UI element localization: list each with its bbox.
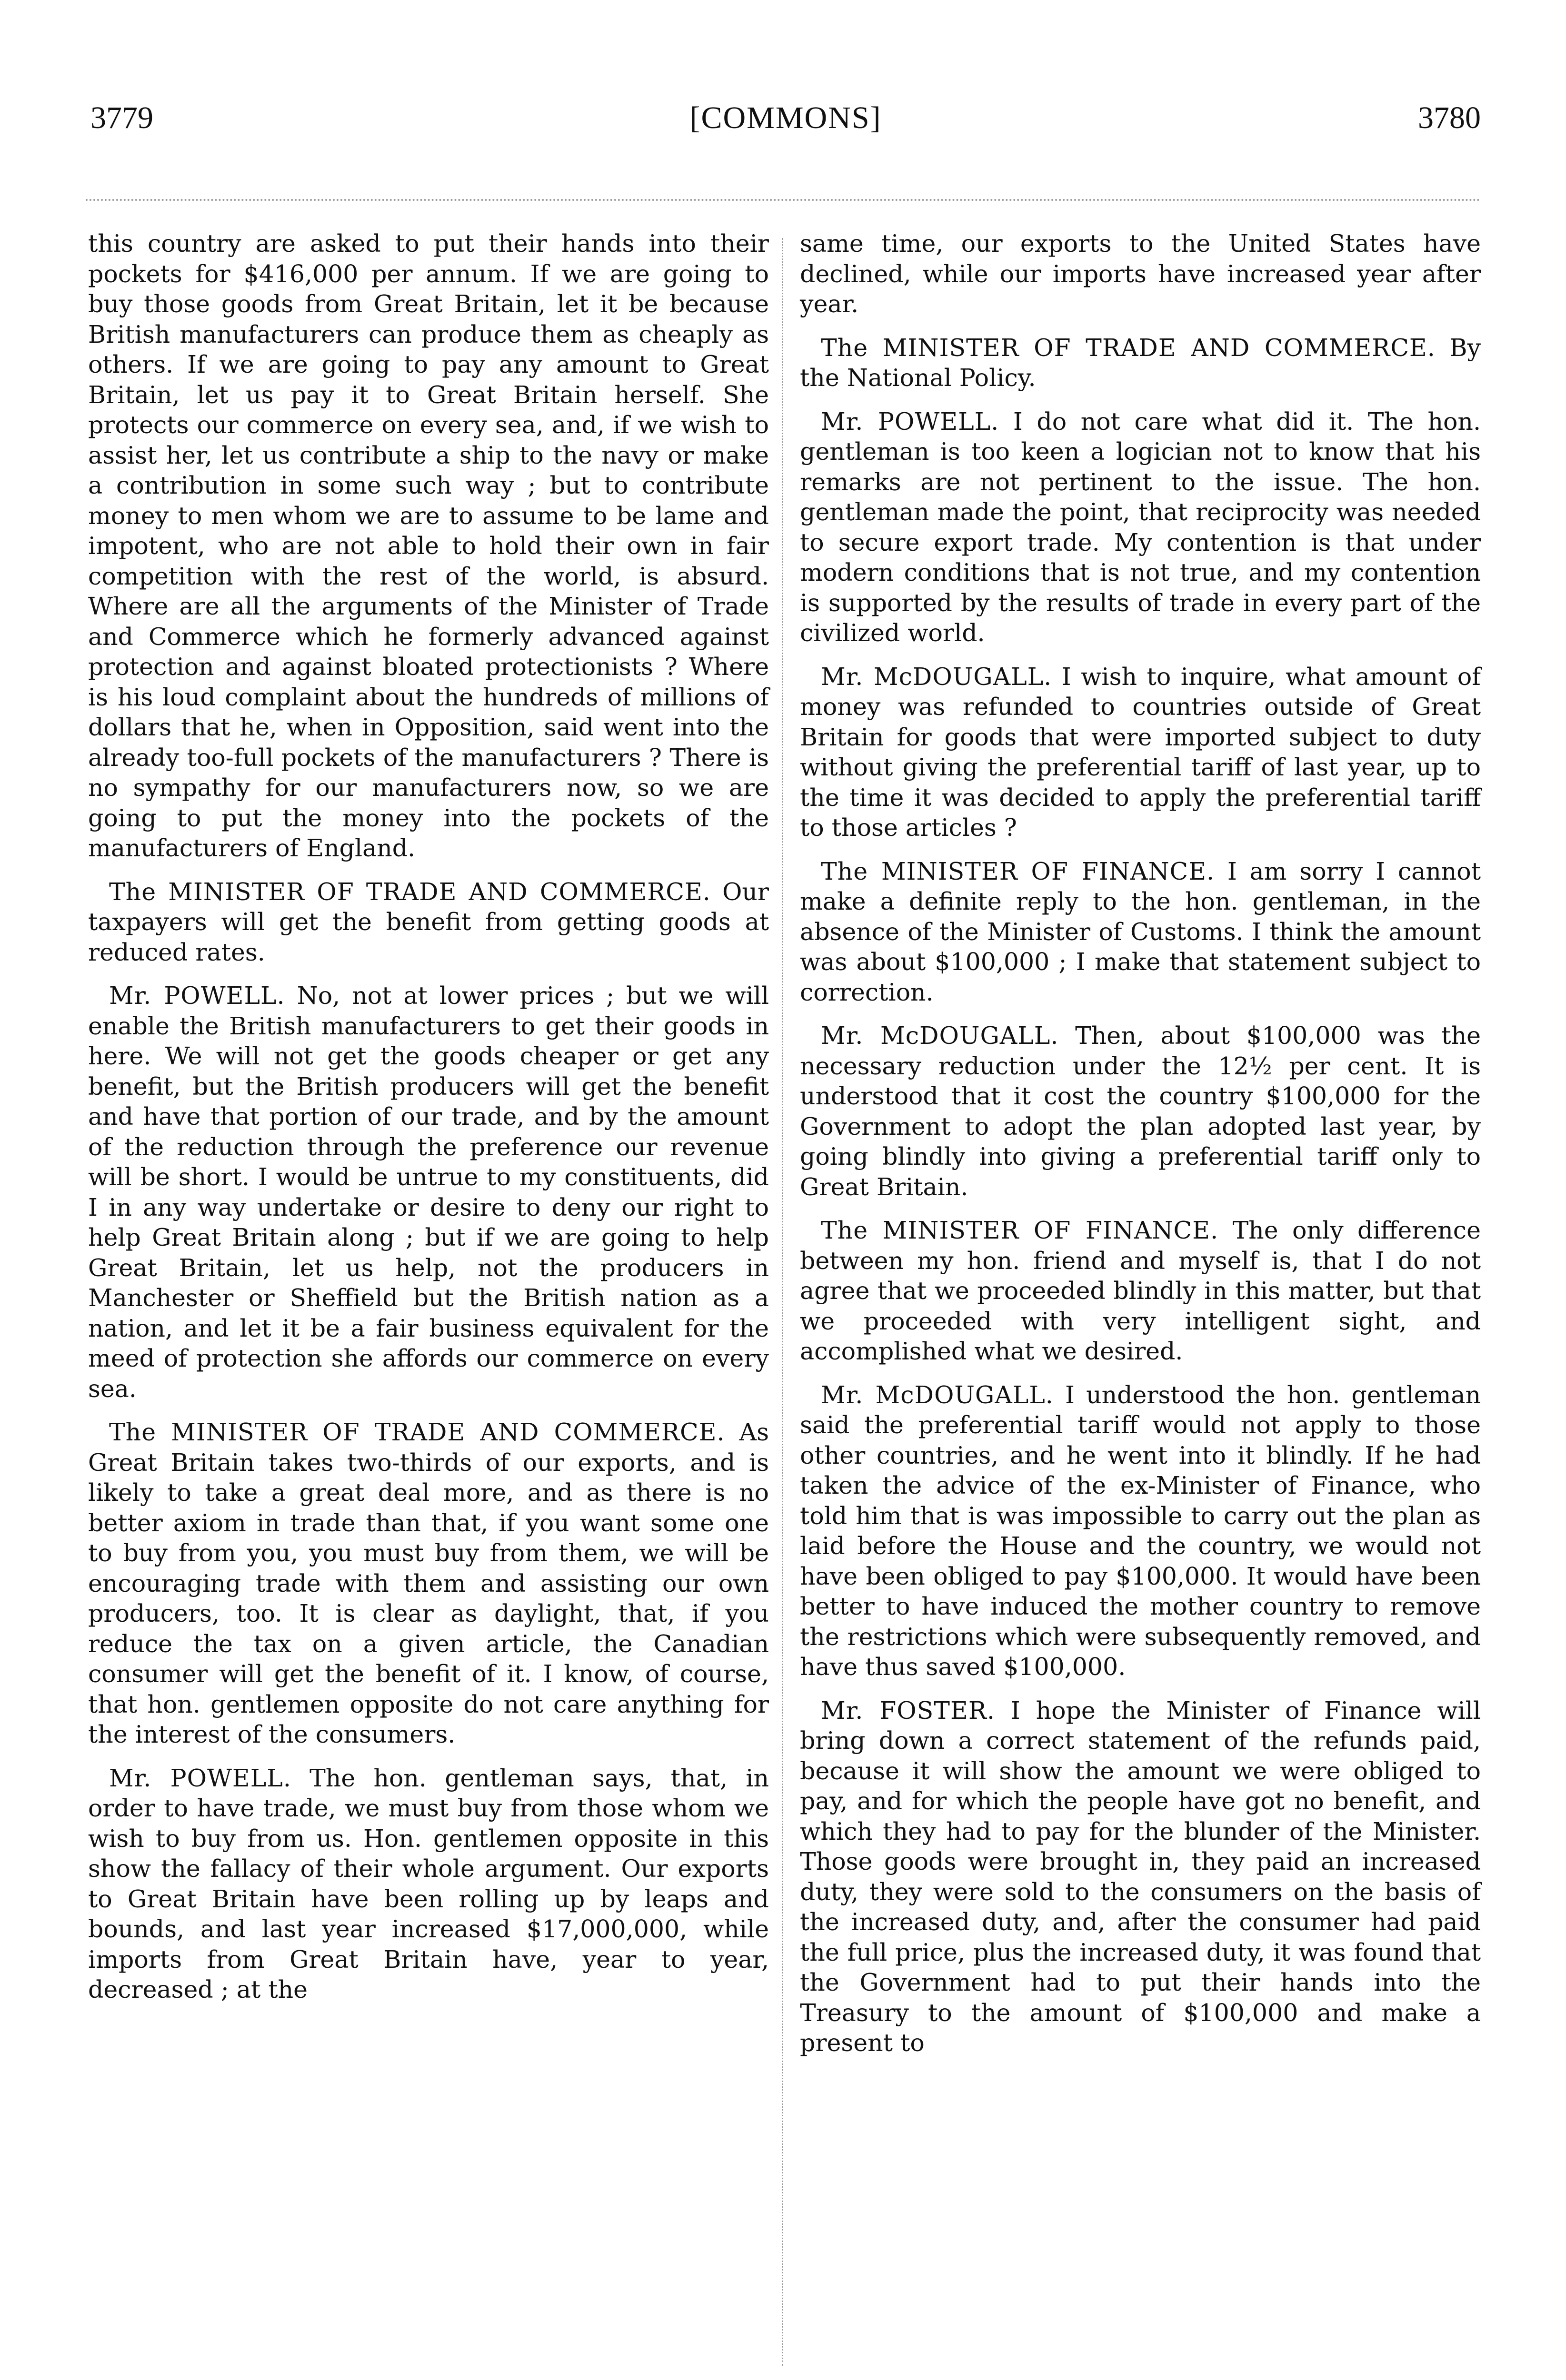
paragraph bbox=[800, 1696, 1481, 2058]
paragraph bbox=[800, 1021, 1481, 1202]
page-header bbox=[90, 100, 1481, 157]
paragraph bbox=[800, 333, 1481, 393]
paragraph bbox=[800, 228, 1481, 319]
paragraph-text: I am sorry I cannot make a definite reply to the hon. gentleman, in the absence of the Minister of Customs. I think the amount was about $100,000 ; I make that statement subject to correction. bbox=[800, 857, 1481, 1006]
paragraph-text: I hope the Minister of Finance will bring down a correct statement of the refunds paid, because it will show the amount we were obliged to pay, and for which the people have got no benefit, and which they had to pay for the blunder of the Minister. Those goods were brought in, they paid an increased duty, they were sold to the consumers on the basis of the increased duty, and, after the consumer had paid the full price, plus the increased duty, it was found that the Government had to put their hands into the Treasury to the amount of $100,000 and make a present to bbox=[800, 1696, 1481, 2057]
paragraph-text: I understood the hon. gentleman said the preferential tariff would not apply to those other countries, and he went into it blindly. If he had taken the advice of the ex-Minister of Finance, who told him that is was impossible to carry out the plan as laid before the House and the country, we would not have been obliged to pay $100,000. It would have been better to have induced the mother country to remove the restrictions which were subsequently removed, and have thus saved $100,000. bbox=[800, 1380, 1481, 1681]
paragraph-text: same time, our exports to the United States have declined, while our imports have increased year after year. bbox=[800, 229, 1481, 318]
paragraph-text: I do not care what did it. The hon. gentleman is too keen a logician not to know that his remarks are not pertinent to the issue. The hon. gentleman made the point, that reciprocity was needed to secure export trade. My contention is that under modern conditions that is not true, and my contention is supported by the results of trade in every part of the civilized world. bbox=[800, 407, 1481, 647]
speaker-name: The MINISTER OF TRADE AND COMMERCE. bbox=[109, 1418, 725, 1446]
paragraph bbox=[88, 981, 769, 1404]
speaker-name: Mr. McDOUGALL. bbox=[821, 662, 1052, 691]
paragraph bbox=[800, 1215, 1481, 1367]
paragraph bbox=[88, 1417, 769, 1750]
right-column bbox=[800, 228, 1481, 2072]
paragraph-text: Then, about $100,000 was the necessary reduction under the 12½ per cent. It is understood that it cost the country $100,000 for the Government to adopt the plan adopted last year, by going blindly into giving a preferential tariff only to Great Britain. bbox=[800, 1021, 1481, 1201]
paragraph-text: As Great Britain takes two-thirds of our exports, and is likely to take a great deal more, and as there is no better axiom in trade than that, if you want some one to buy from you, you must buy from them, we will be encouraging trade with them and assisting our own producers, too. It is clear as daylight, that, if you reduce the tax on a given article, the Canadian consumer will get the benefit of it. I know, of course, that hon. gentlemen opposite do not care anything for the interest of the consumers. bbox=[88, 1418, 769, 1748]
speaker-name: The MINISTER OF TRADE AND COMMERCE. bbox=[109, 877, 711, 906]
paragraph bbox=[800, 1380, 1481, 1682]
paragraph bbox=[88, 228, 769, 863]
right-page-number: 3780 bbox=[1418, 100, 1481, 135]
speaker-name: Mr. POWELL. bbox=[821, 407, 999, 436]
paragraph bbox=[88, 877, 769, 968]
speaker-name: Mr. POWELL. bbox=[109, 982, 285, 1010]
paragraph-text: The only difference between my hon. friend and myself is, that I do not agree that we proceeded blindly in this matter, but that we proceeded with very intelligent sight, and accomplished what we desired. bbox=[800, 1216, 1481, 1365]
header-rule bbox=[86, 199, 1481, 201]
speaker-name: The MINISTER OF TRADE AND COMMERCE. bbox=[821, 333, 1436, 362]
paragraph bbox=[88, 1763, 769, 2005]
paragraph bbox=[800, 662, 1481, 843]
paragraph-text: No, not at lower prices ; but we will enable the British manufacturers to get their goods in here. We will not get the goods cheaper or get any benefit, but the British producers will get the benefit and have that portion of our trade, and by the amount of the reduction through the preference our revenue will be short. I would be untrue to my constituents, did I in any way undertake or desire to deny our right to help Great Britain along ; but if we are going to help Great Britain, let us help, not the producers in Manchester or Sheffield but the British nation as a nation, and let it be a fair business equivalent for the meed of protection she affords our commerce on every sea. bbox=[88, 982, 769, 1403]
speaker-name: Mr. McDOUGALL. bbox=[821, 1380, 1054, 1409]
paragraph-text: Our taxpayers will get the benefit from getting goods at reduced rates. bbox=[88, 877, 769, 966]
speaker-name: The MINISTER OF FINANCE. bbox=[821, 1216, 1219, 1244]
speaker-name: Mr. McDOUGALL. bbox=[821, 1021, 1059, 1050]
column-divider bbox=[782, 238, 783, 2366]
speaker-name: Mr. POWELL. bbox=[109, 1764, 291, 1792]
left-column bbox=[88, 228, 769, 2018]
speaker-name: The MINISTER OF FINANCE. bbox=[821, 857, 1215, 885]
paragraph-text: The hon. gentleman says, that, in order to have trade, we must buy from those whom we wish to buy from us. Hon. gentlemen opposite in this show the fallacy of their whole argument. Our exports to Great Britain have been rolling up by leaps and bounds, and last year increased $17,000,000, while imports from Great Britain have, year to year, decreased ; at the bbox=[88, 1764, 769, 2003]
running-title: [COMMONS] bbox=[689, 100, 882, 135]
speaker-name: Mr. FOSTER. bbox=[821, 1696, 995, 1725]
paragraph-text: By the National Policy. bbox=[800, 333, 1481, 392]
paragraph-text: I wish to inquire, what amount of money was refunded to countries outside of Great Britain for goods that were imported subject to duty without giving the preferential tariff of last year, up to the time it was decided to apply the preferential tariff to those articles ? bbox=[800, 662, 1481, 842]
paragraph-text: this country are asked to put their hands into their pockets for $416,000 per annum. If we are going to buy those goods from Great Britain, let it be because British manufacturers can produce them as cheaply as others. If we are going to pay any amount to Great Britain, let us pay it to Great Britain herself. She protects our commerce on every sea, and, if we wish to assist her, let us contribute a ship to the navy or make a contribution in some such way ; but to contribute money to men whom we are to assume to be lame and impotent, who are not able to hold their own in fair competition with the rest of the world, is absurd. Where are all the arguments of the Minister of Trade and Commerce which he formerly advanced against protection and against bloated protectionists ? Where is his loud complaint about the hundreds of millions of dollars that he, when in Opposition, said went into the already too-full pockets of the manufacturers ? There is no sympathy for our manufacturers now, so we are going to put the money into the pockets of the manufacturers of England. bbox=[88, 229, 769, 862]
paragraph bbox=[800, 856, 1481, 1008]
paragraph bbox=[800, 407, 1481, 648]
left-page-number: 3779 bbox=[90, 100, 153, 135]
